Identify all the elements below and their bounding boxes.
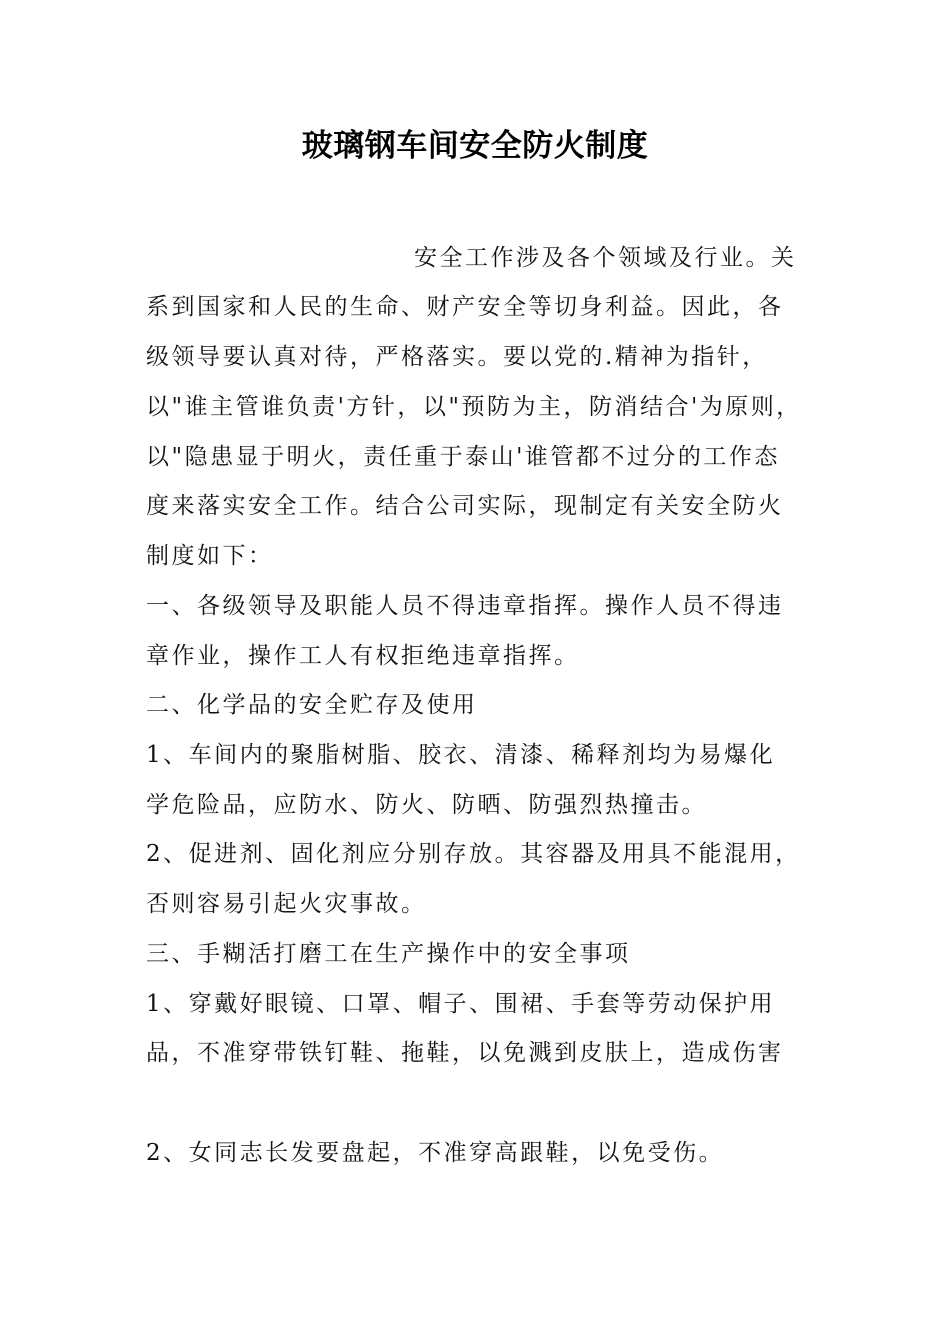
- paragraph-line: 系到国家和人民的生命、财产安全等切身利益。因此，各: [146, 294, 784, 320]
- list-item-line: 2、女同志长发要盘起，不准穿高跟鞋，以免受伤。: [146, 1140, 725, 1166]
- paragraph-line: 度来落实安全工作。结合公司实际，现制定有关安全防火: [146, 493, 784, 519]
- section-heading-line: 一、各级领导及职能人员不得违章指挥。操作人员不得违: [146, 593, 784, 619]
- list-item-line: 2、促进剂、固化剂应分别存放。其容器及用具不能混用，: [146, 841, 801, 867]
- paragraph-line: 章作业，操作工人有权拒绝违章指挥。: [146, 643, 580, 669]
- list-item-line: 1、穿戴好眼镜、口罩、帽子、围裙、手套等劳动保护用: [146, 991, 776, 1017]
- paragraph-line: 学危险品，应防水、防火、防晒、防强烈热撞击。: [146, 792, 707, 818]
- section-heading-line: 二、化学品的安全贮存及使用: [146, 692, 478, 718]
- paragraph-line: 级领导要认真对待，严格落实。要以党的.精神为指针，: [146, 344, 768, 370]
- document-title: 玻璃钢车间安全防火制度: [301, 128, 649, 164]
- section-heading-line: 三、手糊活打磨工在生产操作中的安全事项: [146, 941, 631, 967]
- paragraph-line: 否则容易引起火灾事故。: [146, 891, 427, 917]
- paragraph-line: 以"谁主管谁负责'方针，以"预防为主，防消结合'为原则，: [146, 394, 802, 420]
- list-item-line: 1、车间内的聚脂树脂、胶衣、清漆、稀释剂均为易爆化: [146, 742, 776, 768]
- paragraph-line: 以"隐患显于明火，责任重于泰山'谁管都不过分的工作态: [146, 444, 780, 470]
- paragraph-line: 安全工作涉及各个领域及行业。关: [414, 245, 797, 271]
- paragraph-line: 制度如下：: [146, 543, 274, 569]
- paragraph-line: 品，不准穿带铁钉鞋、拖鞋，以免溅到皮肤上，造成伤害: [146, 1040, 784, 1066]
